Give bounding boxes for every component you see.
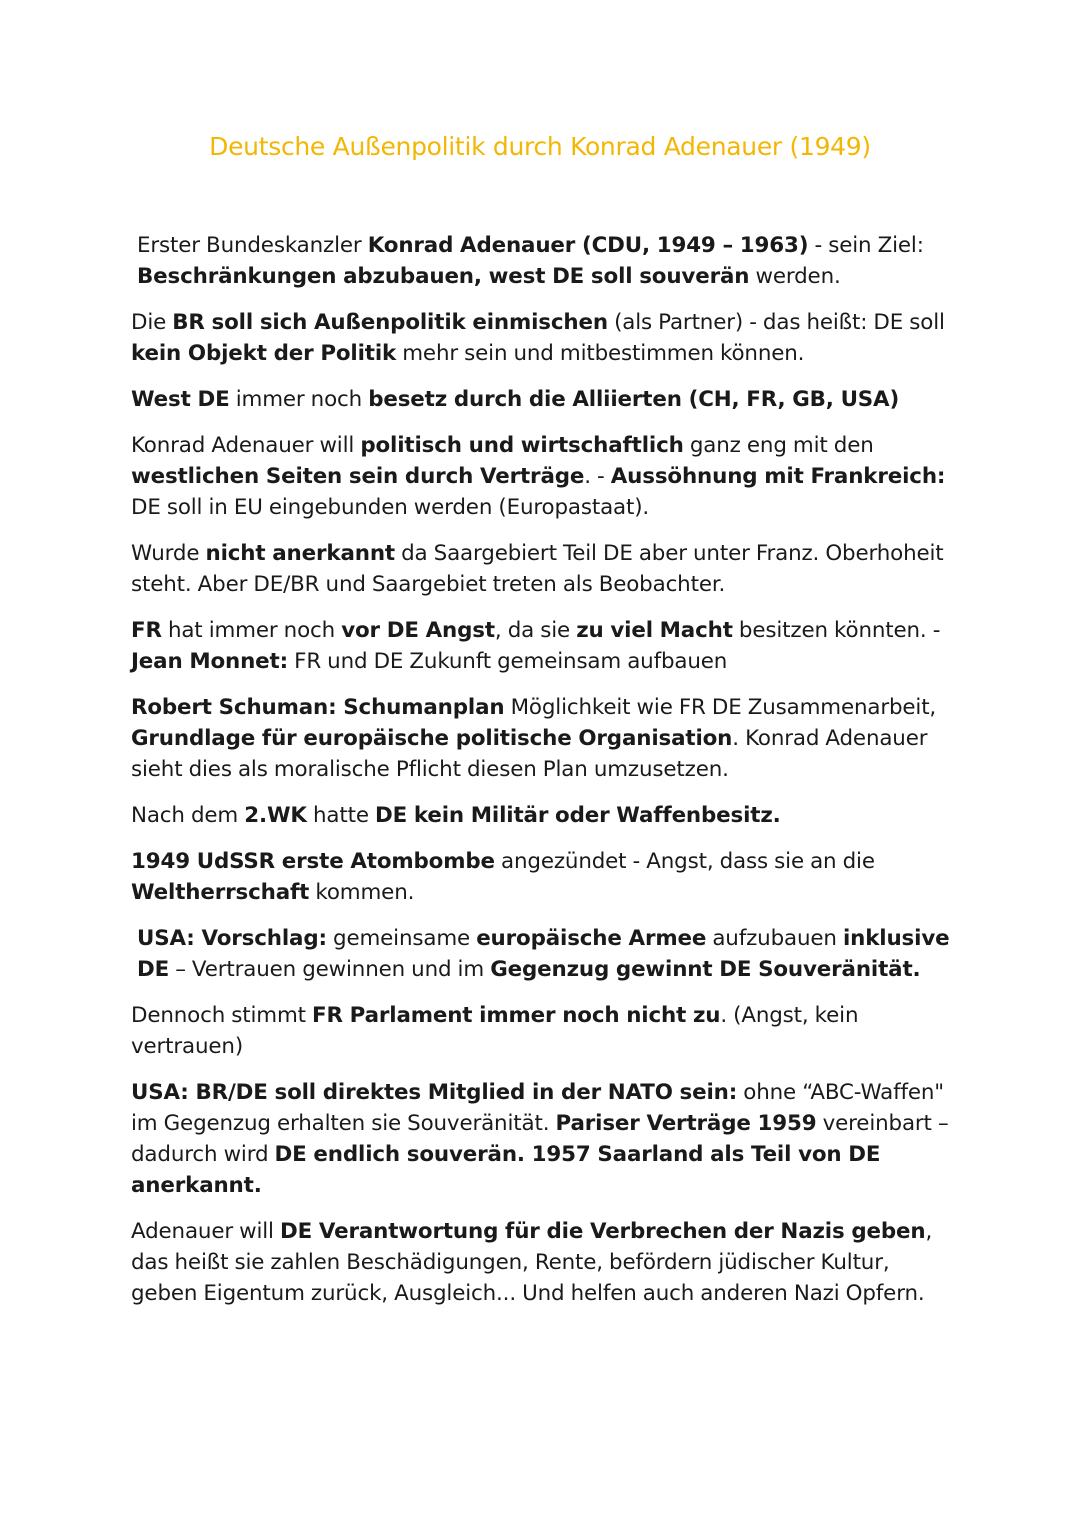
text-segment: , da sie: [494, 618, 577, 643]
text-segment: da Saargebiert Teil DE aber unter Franz. Oberhoheit steht. Aber DE/BR und Saargebiet treten als Beobachter.: [131, 541, 944, 597]
text-segment: immer noch: [229, 387, 369, 412]
paragraph: [131, 230, 951, 292]
text-segment: . -: [584, 464, 611, 489]
bold-text-segment: Gegenzug gewinnt DE Souveränität.: [490, 957, 921, 982]
bold-text-segment: besetz durch die Alliierten (CH, FR, GB, USA): [368, 387, 900, 412]
page-title: Deutsche Außenpolitik durch Konrad Adenauer (1949): [209, 132, 871, 161]
bold-text-segment: Robert Schuman: Schumanplan: [131, 695, 505, 720]
bold-text-segment: USA: Vorschlag:: [137, 926, 327, 951]
bold-text-segment: West DE: [131, 387, 230, 412]
text-segment: mehr sein und mitbestimmen können.: [396, 341, 805, 366]
paragraph: [131, 384, 951, 415]
text-segment: . Konrad Adenauer sieht dies als moralische Pflicht diesen Plan umzusetzen.: [131, 726, 928, 782]
paragraph: [131, 615, 951, 677]
bold-text-segment: Weltherrschaft: [131, 880, 310, 905]
text-segment: aufzubauen: [706, 926, 843, 951]
paragraph: [131, 538, 951, 600]
text-segment: . (Angst, kein vertrauen): [131, 1003, 859, 1059]
text-segment: Möglichkeit wie FR DE Zusammenarbeit,: [504, 695, 937, 720]
bold-text-segment: 1949 UdSSR erste Atombombe: [131, 849, 495, 874]
bold-text-segment: Pariser Verträge 1959: [555, 1111, 817, 1136]
bold-text-segment: Konrad Adenauer (CDU, 1949 – 1963): [367, 233, 809, 258]
bold-text-segment: FR: [131, 618, 162, 643]
bold-text-segment: europäische Armee: [476, 926, 707, 951]
text-segment: Dennoch stimmt: [131, 1003, 313, 1028]
paragraph: [131, 1077, 951, 1201]
paragraph: [131, 307, 951, 369]
text-segment: werden.: [749, 264, 841, 289]
bold-text-segment: BR soll sich Außenpolitik einmischen: [172, 310, 608, 335]
text-segment: Wurde: [131, 541, 206, 566]
bold-text-segment: DE endlich souverän. 1957 Saarland als Teil von DE anerkannt.: [131, 1142, 881, 1198]
text-segment: hat immer noch: [161, 618, 342, 643]
bold-text-segment: DE kein Militär oder Waffenbesitz.: [375, 803, 781, 828]
bold-text-segment: vor DE Angst: [341, 618, 495, 643]
bold-text-segment: Jean Monnet:: [131, 649, 289, 674]
text-segment: - sein Ziel:: [808, 233, 924, 258]
paragraph: [131, 1216, 951, 1309]
bold-text-segment: inklusive DE: [137, 926, 950, 982]
text-segment: Nach dem: [131, 803, 245, 828]
bold-text-segment: kein Objekt der Politik: [131, 341, 397, 366]
text-segment: gemeinsame: [326, 926, 477, 951]
text-segment: Die: [131, 310, 173, 335]
bold-text-segment: nicht anerkannt: [205, 541, 395, 566]
paragraph: [131, 923, 951, 985]
document-body: [131, 230, 951, 1324]
text-segment: kommen.: [309, 880, 415, 905]
bold-text-segment: Grundlage für europäische politische Organisation: [131, 726, 733, 751]
text-segment: vereinbart – dadurch wird: [131, 1111, 949, 1167]
text-segment: angezündet - Angst, dass sie an die: [494, 849, 875, 874]
bold-text-segment: 2.WK: [244, 803, 307, 828]
bold-text-segment: FR Parlament immer noch nicht zu: [312, 1003, 721, 1028]
paragraph: [131, 1000, 951, 1062]
bold-text-segment: Beschränkungen abzubauen, west DE soll souverän: [137, 264, 750, 289]
text-segment: DE soll in EU eingebunden werden (Europastaat).: [131, 495, 650, 520]
text-segment: Adenauer will: [131, 1219, 280, 1244]
text-segment: ohne “ABC-Waffen" im Gegenzug erhalten sie Souveränität.: [131, 1080, 944, 1136]
bold-text-segment: politisch und wirtschaftlich: [360, 433, 684, 458]
text-segment: Erster Bundeskanzler: [137, 233, 368, 258]
bold-text-segment: westlichen Seiten sein durch Verträge: [131, 464, 585, 489]
text-segment: besitzen könnten. -: [732, 618, 941, 643]
paragraph: [131, 800, 951, 831]
text-segment: FR und DE Zukunft gemeinsam aufbauen: [288, 649, 728, 674]
paragraph: [131, 430, 951, 523]
text-segment: – Vertrauen gewinnen und im: [169, 957, 491, 982]
text-segment: , das heißt sie zahlen Beschädigungen, Rente, befördern jüdischer Kultur, geben Eigentum zurück, Ausgleich... Und helfen auch anderen Nazi Opfern.: [131, 1219, 933, 1306]
text-segment: ganz eng mit den: [683, 433, 874, 458]
text-segment: hatte: [306, 803, 376, 828]
bold-text-segment: zu viel Macht: [576, 618, 733, 643]
text-segment: (als Partner) - das heißt: DE soll: [607, 310, 945, 335]
paragraph: [131, 692, 951, 785]
paragraph: [131, 846, 951, 908]
bold-text-segment: DE Verantwortung für die Verbrechen der Nazis geben: [280, 1219, 926, 1244]
text-segment: Konrad Adenauer will: [131, 433, 361, 458]
bold-text-segment: Aussöhnung mit Frankreich:: [610, 464, 946, 489]
bold-text-segment: USA: BR/DE soll direktes Mitglied in der NATO sein:: [131, 1080, 738, 1105]
